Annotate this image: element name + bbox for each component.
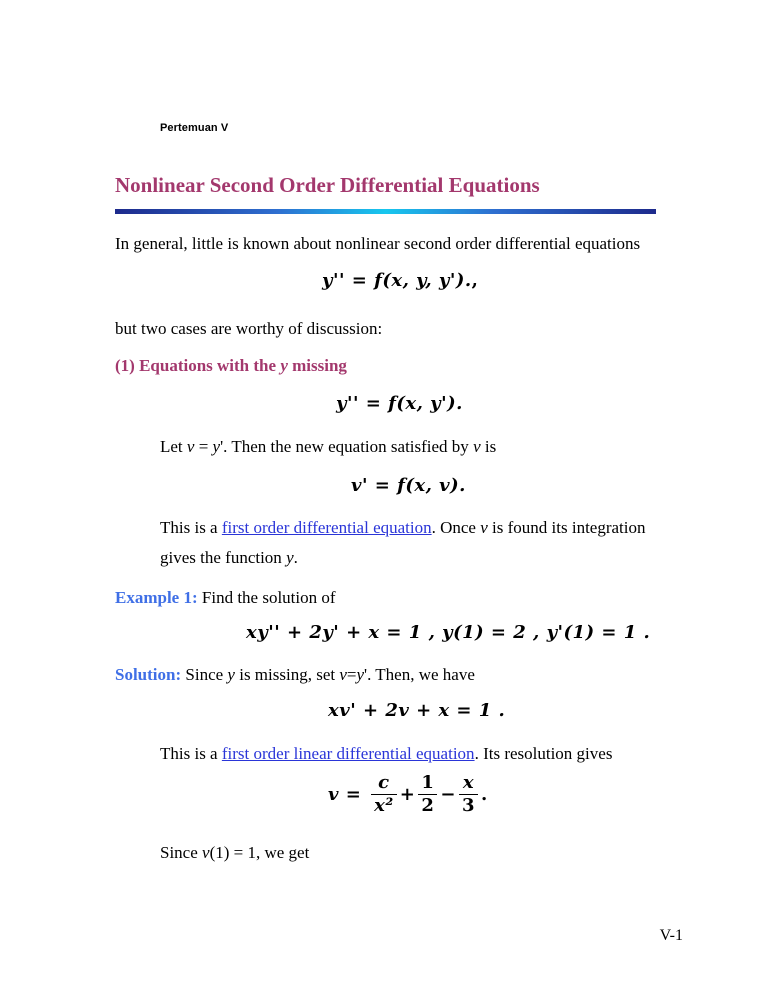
example-1-heading bbox=[115, 587, 336, 609]
intro-paragraph: In general, little is known about nonlinear second order differential equations bbox=[115, 234, 641, 253]
plus-sign: + bbox=[399, 784, 416, 805]
equation-solution: xv' + 2v + x = 1 . bbox=[328, 700, 506, 721]
equation-missing-y: y'' = f(x, y'). bbox=[336, 393, 463, 414]
meeting-header: Pertemuan V bbox=[160, 122, 229, 134]
let-text-1: Let bbox=[160, 437, 187, 456]
let-var-v2: v bbox=[473, 437, 481, 456]
solution-var-y: y bbox=[227, 665, 235, 684]
let-var-y: y bbox=[212, 437, 221, 456]
solution-var-y2: y bbox=[356, 665, 365, 684]
gives-text-2: . bbox=[293, 548, 298, 567]
title-divider bbox=[115, 209, 656, 214]
fraction-1-denominator: x² bbox=[374, 795, 394, 816]
section-1-label-pre: (1) Equations with the bbox=[115, 356, 281, 375]
equation-general-comma: , bbox=[471, 270, 479, 291]
first-order-text-1: This is a bbox=[160, 518, 222, 537]
fraction-2-numerator: 1 bbox=[418, 772, 437, 795]
first-order-paragraph bbox=[160, 517, 646, 539]
let-text-4: is bbox=[480, 437, 497, 456]
fraction-c-over-x2 bbox=[371, 772, 397, 817]
solution-var-v: v bbox=[339, 665, 347, 684]
gives-text-1: gives the function bbox=[160, 548, 287, 567]
since-text-2: (1) = 1, we get bbox=[209, 843, 310, 862]
page-number: V-1 bbox=[659, 927, 683, 944]
fraction-1-over-2 bbox=[418, 772, 437, 817]
linear-paragraph bbox=[160, 743, 612, 765]
equation-example: xy'' + 2y' + x = 1 , y(1) = 2 , y'(1) = 1 . bbox=[246, 622, 651, 643]
solution-text-4: '. Then, we have bbox=[364, 665, 475, 684]
solution-text-3: = bbox=[346, 665, 357, 684]
result-lhs: v = bbox=[328, 784, 362, 805]
solution-text-2: is missing, set bbox=[234, 665, 340, 684]
fraction-3-denominator: 3 bbox=[461, 795, 475, 816]
intro-paragraph-2: but two cases are worthy of discussion: bbox=[115, 319, 383, 338]
solution-text-1: Since bbox=[181, 665, 228, 684]
solution-paragraph bbox=[115, 664, 475, 686]
since-var-v: v bbox=[202, 843, 210, 862]
equation-result bbox=[328, 772, 488, 817]
result-period: . bbox=[480, 784, 488, 805]
gives-paragraph bbox=[160, 547, 298, 569]
let-var-v: v bbox=[186, 437, 195, 456]
let-paragraph bbox=[160, 436, 496, 458]
first-order-text-2: . Once bbox=[431, 518, 481, 537]
linear-text-2: . Its resolution gives bbox=[474, 744, 613, 763]
fraction-2-denominator: 2 bbox=[421, 795, 435, 816]
minus-sign: − bbox=[440, 784, 456, 805]
section-1-label-var: y bbox=[280, 356, 288, 375]
section-1-heading bbox=[115, 356, 347, 376]
example-1-text: Find the solution of bbox=[197, 588, 336, 607]
first-order-de-link[interactable]: first order differential equation bbox=[221, 518, 432, 537]
let-text-2: = bbox=[194, 437, 213, 456]
equation-general bbox=[322, 270, 478, 291]
linear-text-1: This is a bbox=[160, 744, 222, 763]
equation-v: v' = f(x, v). bbox=[351, 475, 466, 496]
page-title: Nonlinear Second Order Differential Equations bbox=[115, 173, 540, 197]
since-text-1: Since bbox=[160, 843, 203, 862]
first-order-linear-de-link[interactable]: first order linear differential equation bbox=[221, 744, 475, 763]
example-1-label: Example 1: bbox=[115, 588, 198, 607]
since-paragraph bbox=[160, 842, 309, 864]
first-order-var-v: v bbox=[480, 518, 488, 537]
solution-label: Solution: bbox=[115, 665, 182, 684]
section-1-label-post: missing bbox=[287, 356, 347, 375]
first-order-text-3: is found its integration bbox=[487, 518, 646, 537]
fraction-x-over-3 bbox=[459, 772, 478, 817]
fraction-1-numerator: c bbox=[371, 772, 397, 795]
equation-general-text: y'' = f(x, y, y'). bbox=[322, 270, 472, 291]
gives-var-y: y bbox=[286, 548, 294, 567]
fraction-3-numerator: x bbox=[459, 772, 478, 795]
let-text-3: '. Then the new equation satisfied by bbox=[220, 437, 474, 456]
